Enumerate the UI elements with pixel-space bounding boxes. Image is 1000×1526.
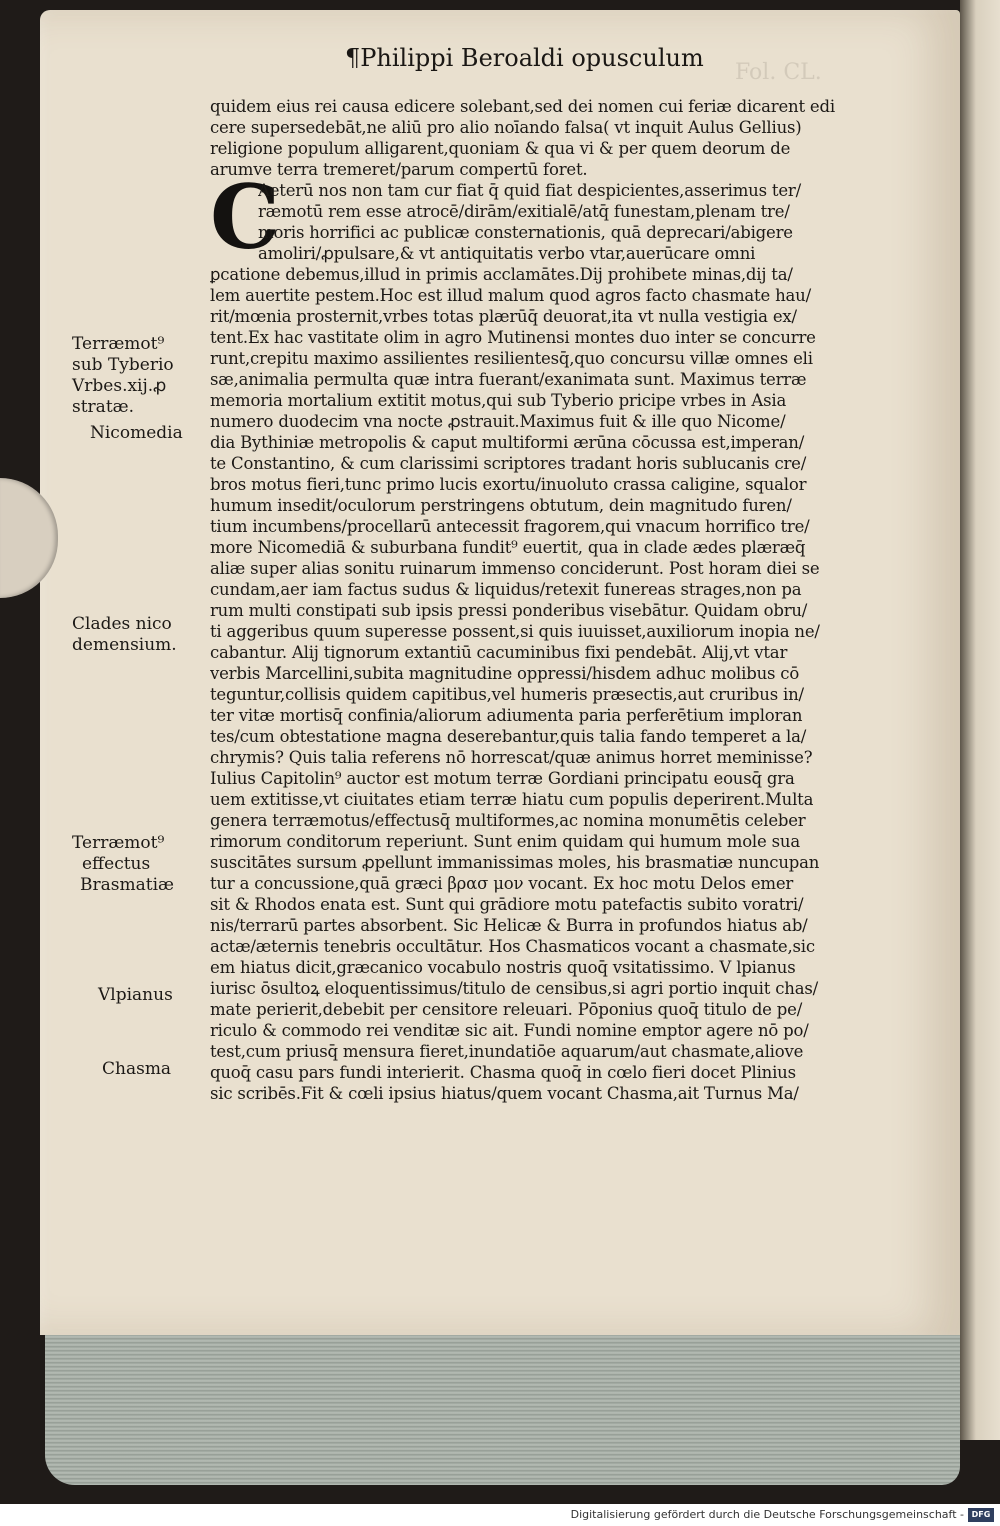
text-line: cundam,aer iam factus sudus & liquidus/retexit funereas strages,non pa <box>210 580 802 599</box>
text-line: teguntur,collisis quidem capitibus,vel humeris præsectis,aut cruribus in/ <box>210 685 804 704</box>
text-line: sic scribēs.Fit & cœli ipsius hiatus/quem vocant Chasma,ait Turnus Ma/ <box>210 1084 799 1103</box>
text-line: suscitātes sursum ꝓpellunt immanissimas moles, his brasmatiæ nuncupan <box>210 853 820 872</box>
dfg-logo: DFG <box>968 1508 994 1522</box>
text-line: memoria mortalium extitit motus,qui sub Tyberio pricipe vrbes in Asia <box>210 391 787 410</box>
text-line: bros motus fieri,tunc primo lucis exortu/inuoluto crassa caligine, squalor <box>210 475 807 494</box>
text-line: em hiatus dicit,græcanico vocabulo nostris quoq̄ vsitatissimo. V lpianus <box>210 958 796 977</box>
marginal-note: Terræmot⁹ <box>72 833 165 853</box>
text-line: uem extitisse,vt ciuitates etiam terræ hiatu cum populis deperirent.Multa <box>210 790 814 809</box>
funding-credit: Digitalisierung gefördert durch die Deutsche Forschungsgemeinschaft - <box>570 1508 964 1521</box>
text-line: rimorum conditorum reperiunt. Sunt enim quidam qui humum mole sua <box>210 832 800 851</box>
text-line: chrymis? Quis talia referens nō horrescat/quæ animus horret meminisse? <box>210 748 813 767</box>
text-line: amoliri/ꝓpulsare,& vt antiquitatis verbo vtar,auerūcare omni <box>258 244 756 263</box>
marginal-note: Nicomedia <box>90 423 183 443</box>
text-line: aliæ super alias sonitu ruinarum immenso conciderunt. Post horam diei se <box>210 559 820 578</box>
text-line: numero duodecim vna nocte ꝓstrauit.Maximus fuit & ille quo Nicome/ <box>210 412 786 431</box>
text-line: te Constantino, & cum clarissimi scriptores tradant horis sublucanis cre/ <box>210 454 807 473</box>
text-line: tium incumbens/procellarū antecessit fragorem,qui vnacum horrifico tre/ <box>210 517 810 536</box>
text-line: lem auertite pestem.Hoc est illud malum quod agros facto chasmate hau/ <box>210 286 811 305</box>
text-line: moris horrifici ac publicæ consternationis, quā deprecari/abigere <box>258 223 793 242</box>
marginal-note: Vlpianus <box>98 985 173 1005</box>
decorated-initial: C <box>210 165 281 269</box>
text-line: ꝑcatione debemus,illud in primis acclamātes.Dij prohibete minas,dij ta/ <box>210 265 793 284</box>
text-line: genera terræmotus/effectusq̄ multiformes,ac nomina monumētis celeber <box>210 811 806 830</box>
marginal-note: Clades nico <box>72 614 172 634</box>
marginal-note: stratæ. <box>72 397 135 417</box>
text-line: ter vitæ mortisq̄ confinia/aliorum adiumenta paria perferētium imploran <box>210 706 803 725</box>
text-line: dia Bythiniæ metropolis & caput multiformi ærūna cōcussa est,imperan/ <box>210 433 805 452</box>
text-line: tur a concussione,quā græci βρασ μον vocant. Ex hoc motu Delos emer <box>210 874 794 893</box>
marginal-note: Vrbes.xij.ꝓ <box>72 376 167 396</box>
marginal-note: Brasmatiæ <box>80 875 174 895</box>
text-line: humum insedit/oculorum perstringens obtutum, dein magnitudo furen/ <box>210 496 792 515</box>
text-line: test,cum priusq̄ mensura fieret,inundatiōe aquarum/aut chasmate,aliove <box>210 1042 804 1061</box>
text-line: riculo & commodo rei venditæ sic ait. Fundi nomine emptor agere nō po/ <box>210 1021 809 1040</box>
marginal-note: Terræmot⁹ <box>72 334 165 354</box>
running-header: ¶Philippi Beroaldi opusculum <box>345 44 704 72</box>
text-line: more Nicomediā & suburbana fundit⁹ euertit, qua in clade ædes plæræq̄ <box>210 538 806 557</box>
marginal-note: effectus <box>82 854 151 874</box>
text-line: Aeterū nos non tam cur fiat q̄ quid fiat despicientes,asserimus ter/ <box>258 181 801 200</box>
faint-folio-header: Fol. CL. <box>735 60 822 85</box>
text-line: nis/terrarū partes absorbent. Sic Helicæ & Burra in profundos hiatus ab/ <box>210 916 808 935</box>
text-line: cere supersedebāt,ne aliū pro alio noīando falsa( vt inquit Aulus Gellius) <box>210 118 802 137</box>
text-line: Iulius Capitolin⁹ auctor est motum terræ Gordiani principatu eousq̄ gra <box>210 769 795 788</box>
text-line: arumve terra tremeret/parum compertū foret. <box>210 160 588 179</box>
text-line: iurisc ōsultoꝝ eloquentissimus/titulo de censibus,si agri portio inquit chas/ <box>210 979 818 998</box>
text-line: cabantur. Alij tignorum extantiū cacuminibus fixi pendebāt. Alij,vt vtar <box>210 643 788 662</box>
text-line: ti aggeribus quum superesse possent,si quis iuuisset,auxiliorum inopia ne/ <box>210 622 820 641</box>
marginal-note: Chasma <box>102 1059 172 1079</box>
text-line: verbis Marcellini,subita magnitudine oppressi/hisdem adhuc molibus cō <box>210 664 800 683</box>
text-line: mate perierit,debebit per censitore releuari. Pōponius quoq̄ titulo de pe/ <box>210 1000 803 1019</box>
text-line: sit & Rhodos enata est. Sunt qui grādiore motu patefactis subito voratri/ <box>210 895 804 914</box>
text-line: religione populum alligarent,quoniam & qua vi & per quem deorum de <box>210 139 791 158</box>
marginal-note: sub Tyberio <box>72 355 174 375</box>
footer-bar <box>0 1504 1000 1526</box>
text-line: sæ,animalia permulta quæ intra fuerant/exanimata sunt. Maximus terræ <box>210 370 807 389</box>
text-line: tent.Ex hac vastitate olim in agro Mutinensi montes duo inter se concurre <box>210 328 816 347</box>
marginal-note: demensium. <box>72 635 177 655</box>
text-line: actæ/æternis tenebris occultātur. Hos Chasmaticos vocant a chasmate,sic <box>210 937 815 956</box>
text-line: quoq̄ casu pars fundi interierit. Chasma quoq̄ in cœlo fieri docet Plinius <box>210 1063 796 1082</box>
text-line: runt,crepitu maximo assilientes resilientesq̄,quo concursu villæ omnes eli <box>210 349 813 368</box>
text-line: quidem eius rei causa edicere solebant,sed dei nomen cui feriæ dicarent edi <box>210 97 835 116</box>
text-line: rum multi constipati sub ipsis pressi ponderibus visebātur. Quidam obru/ <box>210 601 808 620</box>
text-line: ræmotū rem esse atrocē/dirām/exitialē/atq̄ funestam,plenam tre/ <box>258 202 790 221</box>
text-line: rit/mœnia prosternit,vrbes totas plærūq̄ deuorat,ita vt nulla vestigia ex/ <box>210 307 797 326</box>
text-line: tes/cum obtestatione magna deserebantur,quis talia fando temperet a la/ <box>210 727 807 746</box>
